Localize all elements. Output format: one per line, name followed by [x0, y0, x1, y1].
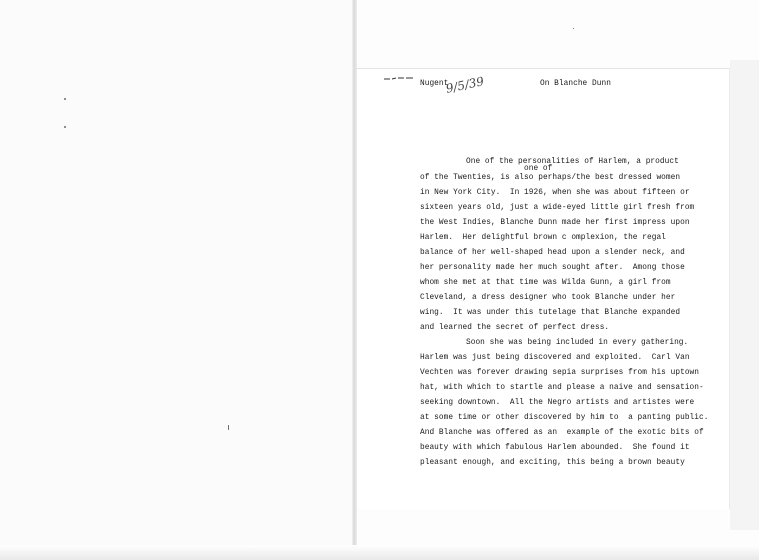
paragraph-2-line: hat, with which to startle and please a naive and sensation-: [420, 384, 704, 392]
margin-dash-mark: [384, 76, 414, 82]
header-title: On Blanche Dunn: [540, 80, 611, 88]
paragraph-2-line: pleasant enough, and exciting, this being a brown beauty: [420, 459, 685, 467]
paragraph-2-line: Vechten was forever drawing sepia surprises from his uptown: [420, 369, 700, 377]
paragraph-2-line: Harlem was just being discovered and exploited. Carl Van: [420, 354, 690, 362]
paragraph-2-line: Soon she was being included in every gathering.: [466, 339, 689, 347]
paragraph-1-line: the West Indies, Blanche Dunn made her first impress upon: [420, 219, 690, 227]
dust-speck: [573, 28, 574, 29]
paragraph-1-line: in New York City. In 1926, when she was about fifteen or: [420, 189, 690, 197]
paragraph-1-line: balance of her well-shaped head upon a slender neck, and: [420, 249, 685, 257]
paragraph-2-line: seeking downtown. All the Negro artists and artistes were: [420, 399, 695, 407]
paragraph-1-line: Harlem. Her delightful brown c omplexion, the regal: [420, 234, 666, 242]
paragraph-2-line: at some time or other discovered by him to a panting public.: [420, 414, 709, 422]
dust-speck: [64, 126, 66, 128]
paragraph-1-line: and learned the secret of perfect dress.: [420, 324, 610, 332]
paragraph-1-line: her personality made her much sought after. Among those: [420, 264, 685, 272]
header-author: Nugent: [420, 80, 449, 88]
interlinear-insert: one of: [524, 165, 553, 173]
handwritten-date: 9/5/39: [444, 74, 486, 96]
bottom-shadow: [0, 545, 759, 560]
paragraph-1-line: Cleveland, a dress designer who took Blanche under her: [420, 294, 676, 302]
right-page-edge: [730, 60, 759, 530]
dust-speck: [228, 425, 229, 430]
paragraph-2-line: And Blanche was offered as an example of the exotic bits of: [420, 429, 704, 437]
paragraph-1-line: whom she met at that time was Wilda Gunn, a girl from: [420, 279, 671, 287]
paragraph-1-line: of the Twenties, is also perhaps/the best dressed women: [420, 174, 681, 182]
left-blank-leaf: [0, 0, 355, 560]
paragraph-1-line: sixteen years old, just a wide-eyed little girl fresh from: [420, 204, 695, 212]
paragraph-1-line: One of the personalities of Harlem, a product: [466, 158, 679, 166]
paragraph-1-line: wing. It was under this tutelage that Blanche expanded: [420, 309, 681, 317]
typewritten-sheet: [357, 68, 730, 509]
paragraph-2-line: beauty with which fabulous Harlem abounded. She found it: [420, 444, 690, 452]
dust-speck: [64, 98, 66, 100]
